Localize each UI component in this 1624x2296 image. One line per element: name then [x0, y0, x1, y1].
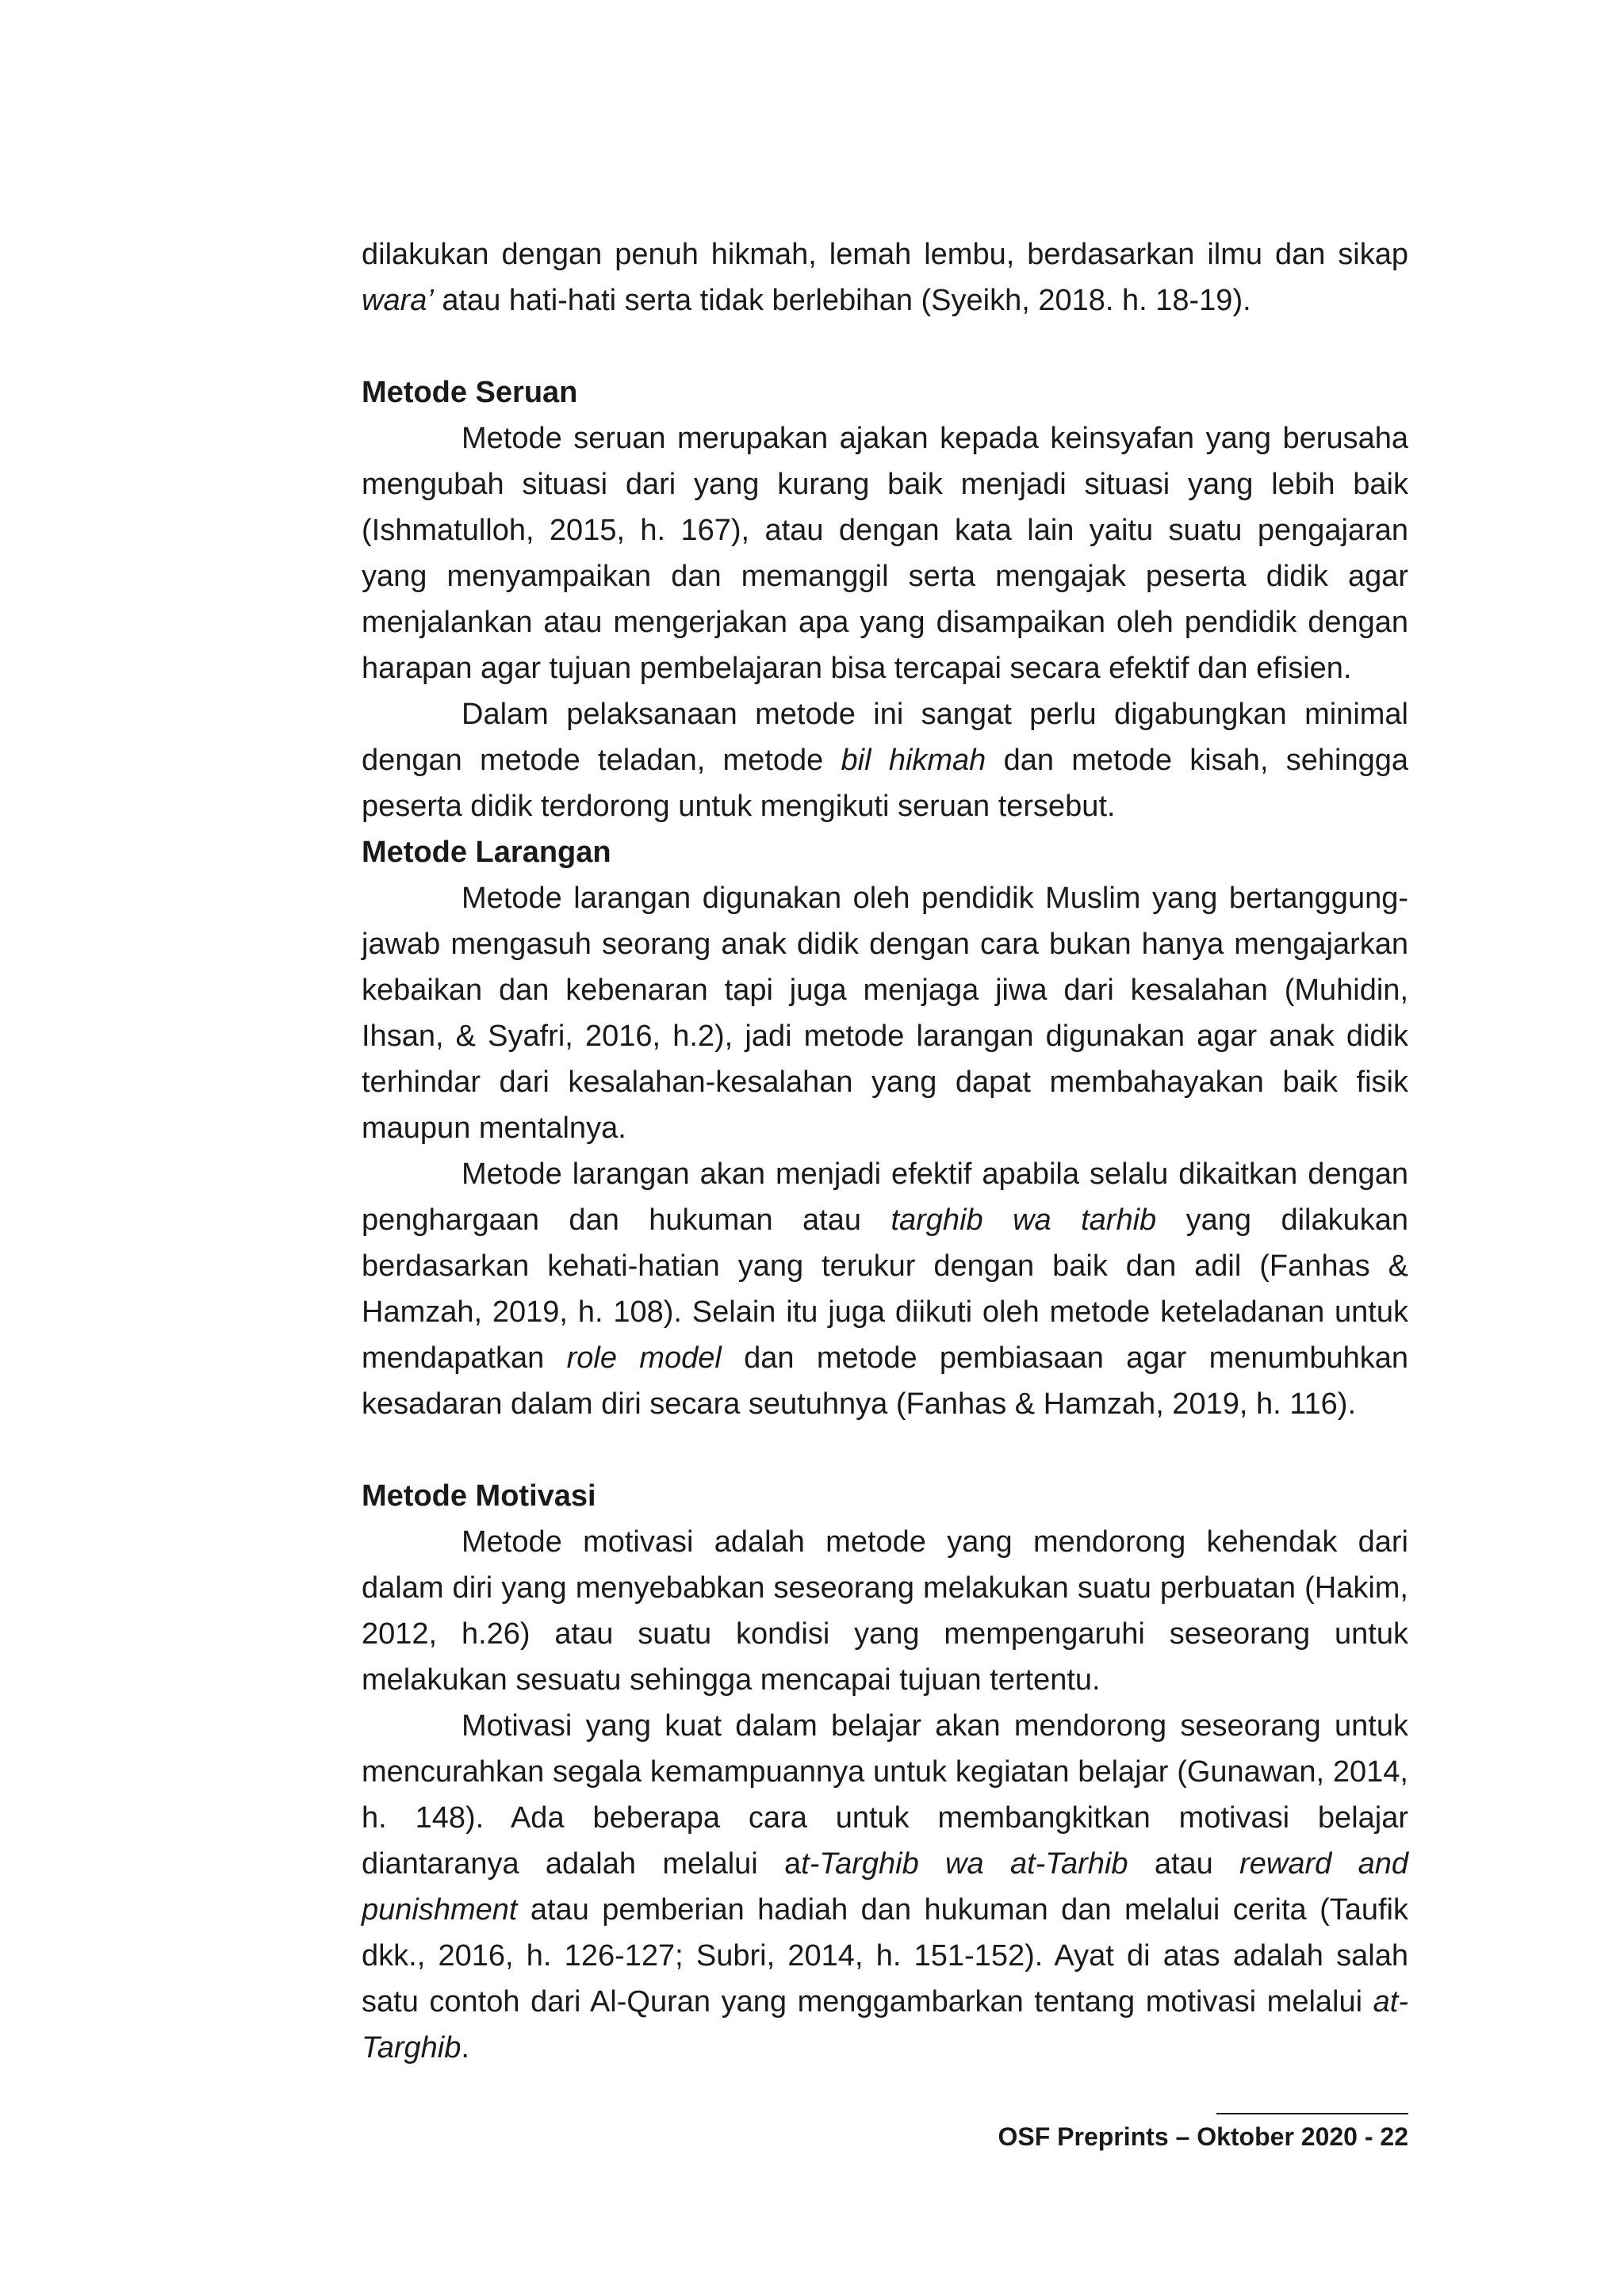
seruan-paragraph-1: Metode seruan merupakan ajakan kepada keinsyafan yang berusaha mengubah situasi dari yang kurang baik menjadi situasi yang lebih baik (Ishmatulloh, 2015, h. 167), atau dengan kata lain yaitu suatu pengajaran yang menyampaikan dan memanggil serta mengajak peserta didik agar menjalankan atau mengerjakan apa yang disampaikan oleh pendidik dengan harapan agar tujuan pembelajaran bisa tercapai secara efektif dan efisien. — [362, 422, 1408, 685]
motivasi-paragraph-1: Metode motivasi adalah metode yang mendorong kehendak dari dalam diri yang menyebabkan seseorang melakukan suatu perbuatan (Hakim, 2012, h.26) atau suatu kondisi yang mempengaruhi seseorang untuk melakukan sesuatu sehingga mencapai tujuan tertentu. — [362, 1525, 1408, 1697]
intro-text-a: dilakukan dengan penuh hikmah, lemah lembu, berdasarkan ilmu dan sikap — [362, 238, 1408, 271]
motivasi-p2-text-d: . — [461, 2031, 469, 2064]
larangan-p2-text-b: yang dilakukan berdasarkan kehati-hatian yang terukur dengan baik dan adil (Fanhas & Hamzah, 2019, h. 108). Selain itu juga diikuti oleh metode keteladanan untuk mendapatkan — [362, 1203, 1409, 1375]
motivasi-term-targhib-tarhib: t-Targhib wa at-Tarhib — [801, 1847, 1128, 1881]
larangan-p2-text-c: dan metode pembiasaan agar menumbuhkan kesadaran dalam diri secara seutuhnya (Fanhas & Hamzah, 2019, h. 116). — [362, 1341, 1409, 1421]
larangan-p2-text-a: Metode larangan akan menjadi efektif apabila selalu dikaitkan dengan penghargaan dan hukuman atau — [362, 1158, 1408, 1237]
larangan-term-targhib-wa-tarhib: targhib wa tarhib — [891, 1203, 1157, 1237]
seruan-p2-text-b: dan metode kisah, sehingga peserta didik terdorong untuk mengikuti seruan tersebut. — [362, 744, 1408, 823]
larangan-paragraph-1: Metode larangan digunakan oleh pendidik Muslim yang bertanggung-jawab mengasuh seorang anak didik dengan cara bukan hanya mengajarkan kebaikan dan kebenaran tapi juga menjaga jiwa dari kesalahan (Muhidin, Ihsan, & Syafri, 2016, h.2), jadi metode larangan digunakan agar anak didik terhindar dari kesalahan-kesalahan yang dapat membahayakan baik fisik maupun mentalnya. — [362, 882, 1408, 1145]
page-body — [362, 232, 1408, 2071]
motivasi-paragraph-2 — [362, 1703, 1408, 2071]
motivasi-p2-text-c: atau pemberian hadiah dan hukuman dan melalui cerita (Taufik dkk., 2016, h. 126-127; Subri, 2014, h. 151-152). Ayat di atas adalah salah satu contoh dari Al-Quran yang menggambarkan tentang motivasi melalui — [362, 1893, 1408, 2019]
motivasi-term-reward-punishment: reward and punishment — [362, 1847, 1408, 1927]
heading-metode-larangan: Metode Larangan — [362, 836, 611, 869]
heading-metode-seruan: Metode Seruan — [362, 376, 578, 409]
intro-paragraph — [362, 232, 1408, 323]
footer-rule — [1216, 2113, 1408, 2114]
intro-term-wara: wara’ — [362, 284, 434, 317]
seruan-term-bil-hikmah: bil hikmah — [841, 744, 986, 777]
intro-text-b: atau hati-hati serta tidak berlebihan (Syeikh, 2018. h. 18-19). — [433, 284, 1251, 317]
larangan-term-role-model: role model — [566, 1341, 722, 1375]
heading-metode-motivasi: Metode Motivasi — [362, 1479, 596, 1513]
footer-page-label: OSF Preprints – Oktober 2020 - 22 — [998, 2122, 1408, 2151]
seruan-paragraph-2 — [362, 691, 1408, 829]
larangan-paragraph-2 — [362, 1151, 1408, 1427]
motivasi-p2-text-a: Motivasi yang kuat dalam belajar akan mendorong seseorang untuk mencurahkan segala kemampuannya untuk kegiatan belajar (Gunawan, 2014, h. 148). Ada beberapa cara untuk membangkitkan motivasi belajar diantaranya adalah melalui a — [362, 1709, 1408, 1881]
motivasi-term-at-targhib: at-Targhib — [362, 1985, 1408, 2064]
seruan-p2-text-a: Dalam pelaksanaan metode ini sangat perlu digabungkan minimal dengan metode teladan, metode — [362, 698, 1408, 777]
motivasi-p2-text-b: atau — [1128, 1847, 1240, 1881]
